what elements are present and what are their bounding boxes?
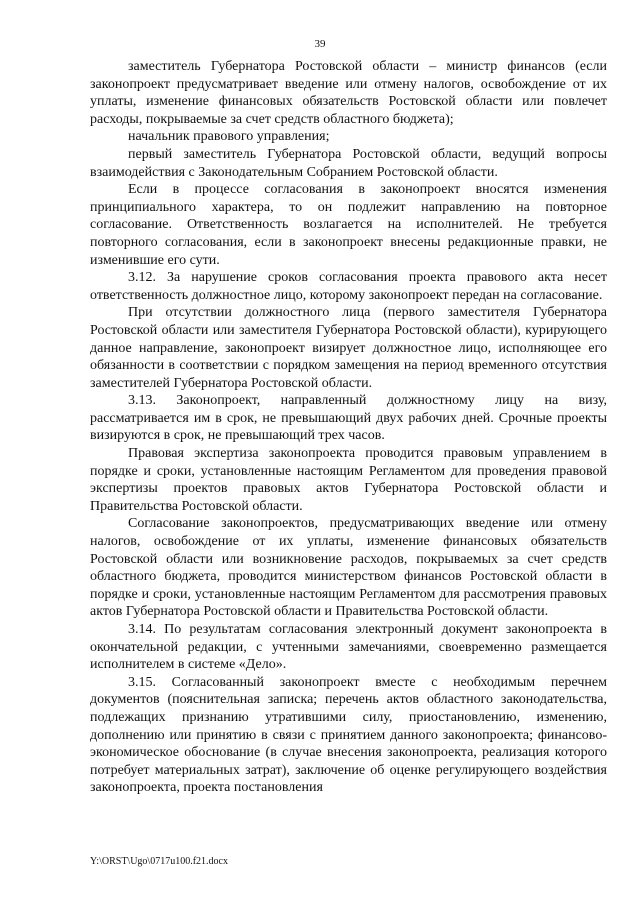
paragraph: 3.14. По результатам согласования электронный документ законопроекта в окончательной редакции, с учтенными замечаниями, своевременно размещается исполнителем в системе «Дело». (90, 622, 607, 673)
page-number: 39 (314, 38, 326, 50)
paragraph: начальник правового управления; (128, 129, 330, 145)
paragraph: При отсутствии должностного лица (первого заместителя Губернатора Ростовской области или заместителя Губернатора Ростовской области), курирующего данное направление, законопроект визирует должностное лицо, исполняющее его обязанности в соответствии с порядком замещения на период временного отсутствия заместителей Губернатора Ростовской области. (90, 305, 607, 391)
paragraph: Согласование законопроектов, предусматривающих введение или отмену налогов, освобождение от их уплаты, изменение финансовых обязательств Ростовской области или возникновение расходов, покрываемых за счет средств областного бюджета, проводится министерством финансов Ростовской области в порядке и сроки, установленные настоящим Регламентом для рассмотрения правовых актов Губернатора Ростовской области и Правительства Ростовской области. (90, 516, 607, 620)
paragraph: первый заместитель Губернатора Ростовской области, ведущий вопросы взаимодействия с Законодательным Собранием Ростовской области. (90, 146, 607, 180)
paragraph: 3.15. Согласованный законопроект вместе с необходимым перечнем документов (пояснительная записка; перечень актов областного законодательства, подлежащих признанию утратившими силу, приостановлению, изменению, дополнению или принятию в связи с принятием данного законопроекта; финансово-экономическое обоснование (в случае внесения законопроекта, реализация которого потребует материальных затрат), заключение об оценке регулирующего воздействия законопроекта, проекта постановления (90, 674, 607, 796)
paragraph: 3.12. За нарушение сроков согласования проекта правового акта несет ответственность должностное лицо, которому законопроект передан на согласование. (90, 270, 607, 303)
paragraph: Если в процессе согласования в законопроект вносятся изменения принципиального характера, то он подлежит направлению на повторное согласование. Ответственность возлагается на исполнителей. Не требуется повторного согласования, если в законопроект внесены редакционные правки, не изменившие его сути. (90, 182, 607, 268)
document-body (90, 58, 607, 797)
paragraph: Правовая экспертиза законопроекта проводится правовым управлением в порядке и сроки, установленные настоящим Регламентом для проведения правовой экспертизы проектов правовых актов Губернатора Ростовской области и Правительства Ростовской области. (90, 446, 607, 514)
paragraph: заместитель Губернатора Ростовской области – министр финансов (если законопроект предусматривает введение или отмену налогов, освобождение от их уплаты, изменение финансовых обязательств Ростовской области или повлечет расходы, покрываемые за счет средств областного бюджета); (90, 59, 607, 127)
paragraph: 3.13. Законопроект, направленный должностному лицу на визу, рассматривается им в срок, не превышающий двух рабочих дней. Срочные проекты визируются в срок, не превышающий трех часов. (90, 393, 607, 444)
footer-file-path: Y:\ORST\Ugo\0717u100.f21.docx (90, 856, 228, 867)
